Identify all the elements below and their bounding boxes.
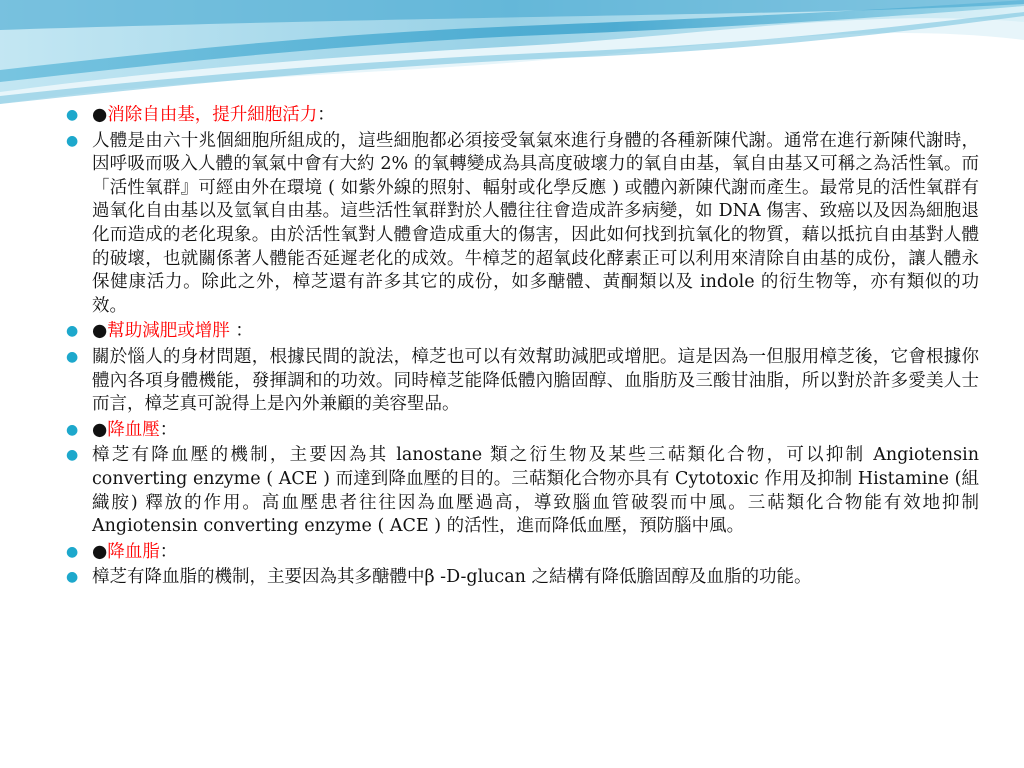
heading-dot: ● (92, 419, 108, 440)
section-paragraph-antioxidant (64, 130, 979, 319)
heading-suffix: ： (317, 105, 335, 125)
section-paragraph-weight (64, 346, 979, 417)
section-paragraph-blood-pressure (64, 444, 979, 538)
heading-suffix: ： (159, 419, 178, 440)
bullet-icon: ● (66, 569, 79, 586)
section-heading-blood-pressure (64, 419, 979, 443)
header-wave-decoration (0, 0, 1024, 112)
paragraph-text: 人體是由六十兆個細胞所組成的，這些細胞都必須接受氧氣來進行身體的各種新陳代謝。通常在進行新陳代謝時，因呼吸而吸入人體的氧氣中會有大約 2% 的氧轉變成為具高度破壞力的氧自由基，氧自由基又可稱之為活性氧。而「活性氧群』可經由外在環境 ( 如紫外線的照射、輻射或化學反應 ) 或體內新陳代謝而產生。最常見的活性氧群有過氧化自由基以及氫氧自由基。這些活性氧群對於人體往往會造成許多病變，如 DNA 傷害、致癌以及因為細胞退化而造成的老化現象。由於活性氧對人體會造成重大的傷害，因此如何找到抗氧化的物質，藉以抵抗自由基對人體的破壞，也就關係著人體能否延遲老化的成效。牛樟芝的超氧歧化酵素正可以利用來清除自由基的成份，讓人體永保健康活力。除此之外，樟芝還有許多其它的成份，如多醣體、黃酮類以及 indole 的衍生物等，亦有類似的功效。 (92, 130, 979, 316)
bullet-icon: ● (66, 447, 79, 464)
heading-dot: ● (92, 541, 108, 562)
bullet-icon: ● (66, 107, 79, 123)
heading-suffix: ： (159, 541, 178, 562)
heading-text: 幫助減肥或增胖 (107, 321, 230, 342)
paragraph-text: 樟芝有降血脂的機制，主要因為其多醣體中β -D-glucan 之結構有降低膽固醇及血脂的功能。 (92, 567, 812, 588)
paragraph-text: 樟芝有降血壓的機制，主要因為其 lanostane 類之衍生物及某些三萜類化合物，可以抑制 Angiotensin converting enzyme ( ACE ) 而達到降血壓的目的。三萜類化合物亦具有 Cytotoxic 作用及抑制 Histamine (組織胺) 釋放的作用。高血壓患者往往因為血壓過高，導致腦血管破裂而中風。三萜類化合物能有效地抑制 Angiotensin converting enzyme ( ACE ) 的活性，進而降低血壓，預防腦中風。 (92, 445, 979, 537)
slide-body (64, 104, 979, 592)
heading-text: 降血壓 (107, 419, 160, 440)
bullet-icon: ● (66, 421, 79, 438)
heading-dot: ● (92, 321, 108, 342)
heading-suffix: ： (229, 321, 253, 342)
bullet-icon: ● (66, 543, 79, 560)
section-heading-antioxidant (64, 104, 979, 128)
section-heading-weight (64, 320, 979, 344)
bullet-icon: ● (66, 348, 79, 365)
bullet-icon: ● (66, 323, 79, 340)
paragraph-text: 關於惱人的身材問題，根據民間的說法，樟芝也可以有效幫助減肥或增肥。這是因為一但服用樟芝後，它會根據你體內各項身體機能，發揮調和的功效。同時樟芝能降低體內膽固醇、血脂肪及三酸甘油脂，所以對於許多愛美人士而言，樟芝真可說得上是內外兼顧的美容聖品。 (92, 346, 979, 415)
bullet-icon: ● (66, 132, 79, 149)
section-paragraph-blood-lipid (64, 566, 979, 590)
heading-text: 降血脂 (107, 541, 160, 562)
section-heading-blood-lipid (64, 541, 979, 565)
heading-dot: ● (92, 105, 108, 125)
heading-text: 消除自由基，提升細胞活力 (107, 105, 318, 125)
